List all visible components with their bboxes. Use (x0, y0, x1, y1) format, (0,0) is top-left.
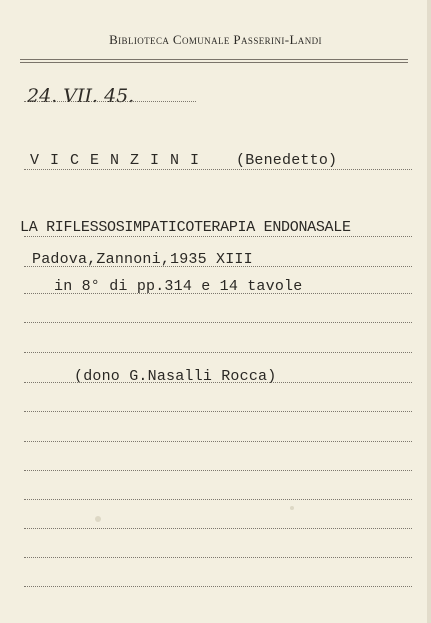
library-header: Biblioteca Comunale Passerini-Landi (109, 32, 322, 47)
header-rule-bottom (20, 62, 408, 63)
blank-dotline (24, 352, 412, 353)
paper-stain (95, 516, 101, 522)
blank-dotline (24, 441, 412, 442)
date-dotline (24, 101, 196, 102)
imprint: Padova,Zannoni,1935 XIII (32, 251, 253, 268)
author-surname: V I C E N Z I N I (30, 152, 201, 169)
author-dotline (24, 169, 412, 170)
blank-dotline (24, 470, 412, 471)
physical-description: in 8° di pp.314 e 14 tavole (54, 278, 303, 295)
header-rule-top (20, 59, 408, 60)
description-dotline (24, 293, 412, 294)
blank-dotline (24, 411, 412, 412)
accession-date: 24. VII. 45. (27, 85, 135, 107)
author-name: (Benedetto) (236, 152, 338, 169)
book-title: LA RIFLESSOSIMPATICOTERAPIA ENDONASALE (20, 219, 351, 236)
imprint-dotline (24, 266, 412, 267)
blank-dotline (24, 499, 412, 500)
blank-dotline (24, 322, 412, 323)
donation-note: (dono G.Nasalli Rocca) (74, 368, 277, 385)
paper-stain (290, 506, 294, 510)
note-dotline (24, 382, 412, 383)
title-dotline (24, 236, 412, 237)
blank-dotline (24, 557, 412, 558)
blank-dotline (24, 586, 412, 587)
blank-dotline (24, 528, 412, 529)
